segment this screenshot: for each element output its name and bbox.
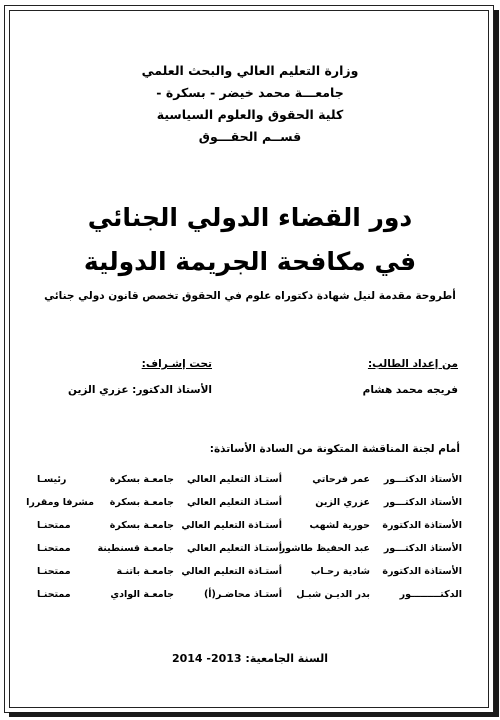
member-university: جامعـة بسكرة (109, 474, 174, 485)
member-university: جامعـة الوادي (110, 589, 174, 600)
member-title: الأستاذ الدكتـــور (383, 474, 462, 485)
supervisor-label: تحت إشـراف: (141, 358, 212, 370)
member-name: عمر فرحاتي (312, 474, 370, 485)
member-university: جامعـة قسنطينة (97, 543, 174, 554)
committee-heading: أمام لجنة المناقشة المتكونة من السادة الأساتذة: (209, 443, 460, 455)
member-title: الأستاذ الدكتـــور (383, 497, 462, 508)
member-role: رئيسـا (37, 474, 67, 485)
thesis-subtitle: أطروحة مقدمة لنيل شهادة دكتوراه علوم في الحقوق تخصص قانون دولي جنائي (44, 290, 456, 302)
department-name: قســم الحقـــوق (198, 129, 302, 144)
member-role: ممتحنـا (37, 566, 71, 577)
thesis-title-line-1: دور القضاء الدولي الجنائي (87, 203, 413, 232)
committee-member-row (37, 583, 462, 606)
member-title: الأستاذة الدكتورة (382, 566, 462, 577)
member-rank: أستـاذة التعليم العالي (181, 566, 282, 577)
member-title: الأستاذ الدكتـــور (383, 543, 462, 554)
member-name: عزري الزين (315, 497, 370, 508)
member-name: شادية رحـاب (310, 566, 370, 577)
member-university: جامعـة بسكرة (109, 520, 174, 531)
academic-year: السنة الجامعية: 2013- 2014 (171, 652, 329, 665)
member-name: حورية لشهب (309, 520, 370, 531)
member-role: ممتحنـا (37, 520, 71, 531)
student-label: من إعداد الطالب: (367, 358, 458, 370)
member-role: مشرفا ومقررا (26, 497, 94, 508)
thesis-title-line-2: في مكافحة الجريمة الدولية (83, 247, 417, 276)
member-rank: أستـاذ التعليم العالي (187, 497, 282, 508)
member-name: بدر الديـن شبـل (296, 589, 370, 600)
member-title: الدكتـــــــــور (399, 589, 462, 600)
member-university: جامعـة بسكرة (109, 497, 174, 508)
member-rank: أستـاذ محاضـر(أ) (203, 589, 282, 600)
member-rank: أستـاذة التعليم العالي (181, 520, 282, 531)
committee-member-row (37, 514, 462, 537)
committee-member-row (37, 560, 462, 583)
frame-shadow-bottom (9, 712, 498, 717)
committee-member-row (37, 537, 462, 560)
member-name: عبد الحفيظ طاشور (279, 543, 370, 554)
committee-members-table (26, 468, 462, 606)
member-title: الأستاذة الدكتورة (382, 520, 462, 531)
member-university: جامعـة باتنـة (116, 566, 174, 577)
committee-member-row (37, 468, 462, 491)
committee-member-row (26, 491, 462, 514)
member-role: ممتحنـا (37, 543, 71, 554)
university-name: جامعـــة محمد خيضر - بسكرة - (156, 85, 344, 100)
institution-header (0, 60, 500, 148)
ministry-name: وزارة التعليم العالي والبحث العلمي (141, 63, 359, 78)
supervisor-name: الأستاذ الدكتور: عزري الزين (68, 384, 212, 396)
member-role: ممتحنـا (37, 589, 71, 600)
student-name: فريجه محمد هشام (362, 384, 458, 396)
member-rank: أستـاذ التعليم العالي (187, 543, 282, 554)
thesis-title (0, 196, 500, 284)
member-rank: أستـاذ التعليم العالي (187, 474, 282, 485)
faculty-name: كلية الحقوق والعلوم السياسية (156, 107, 344, 122)
